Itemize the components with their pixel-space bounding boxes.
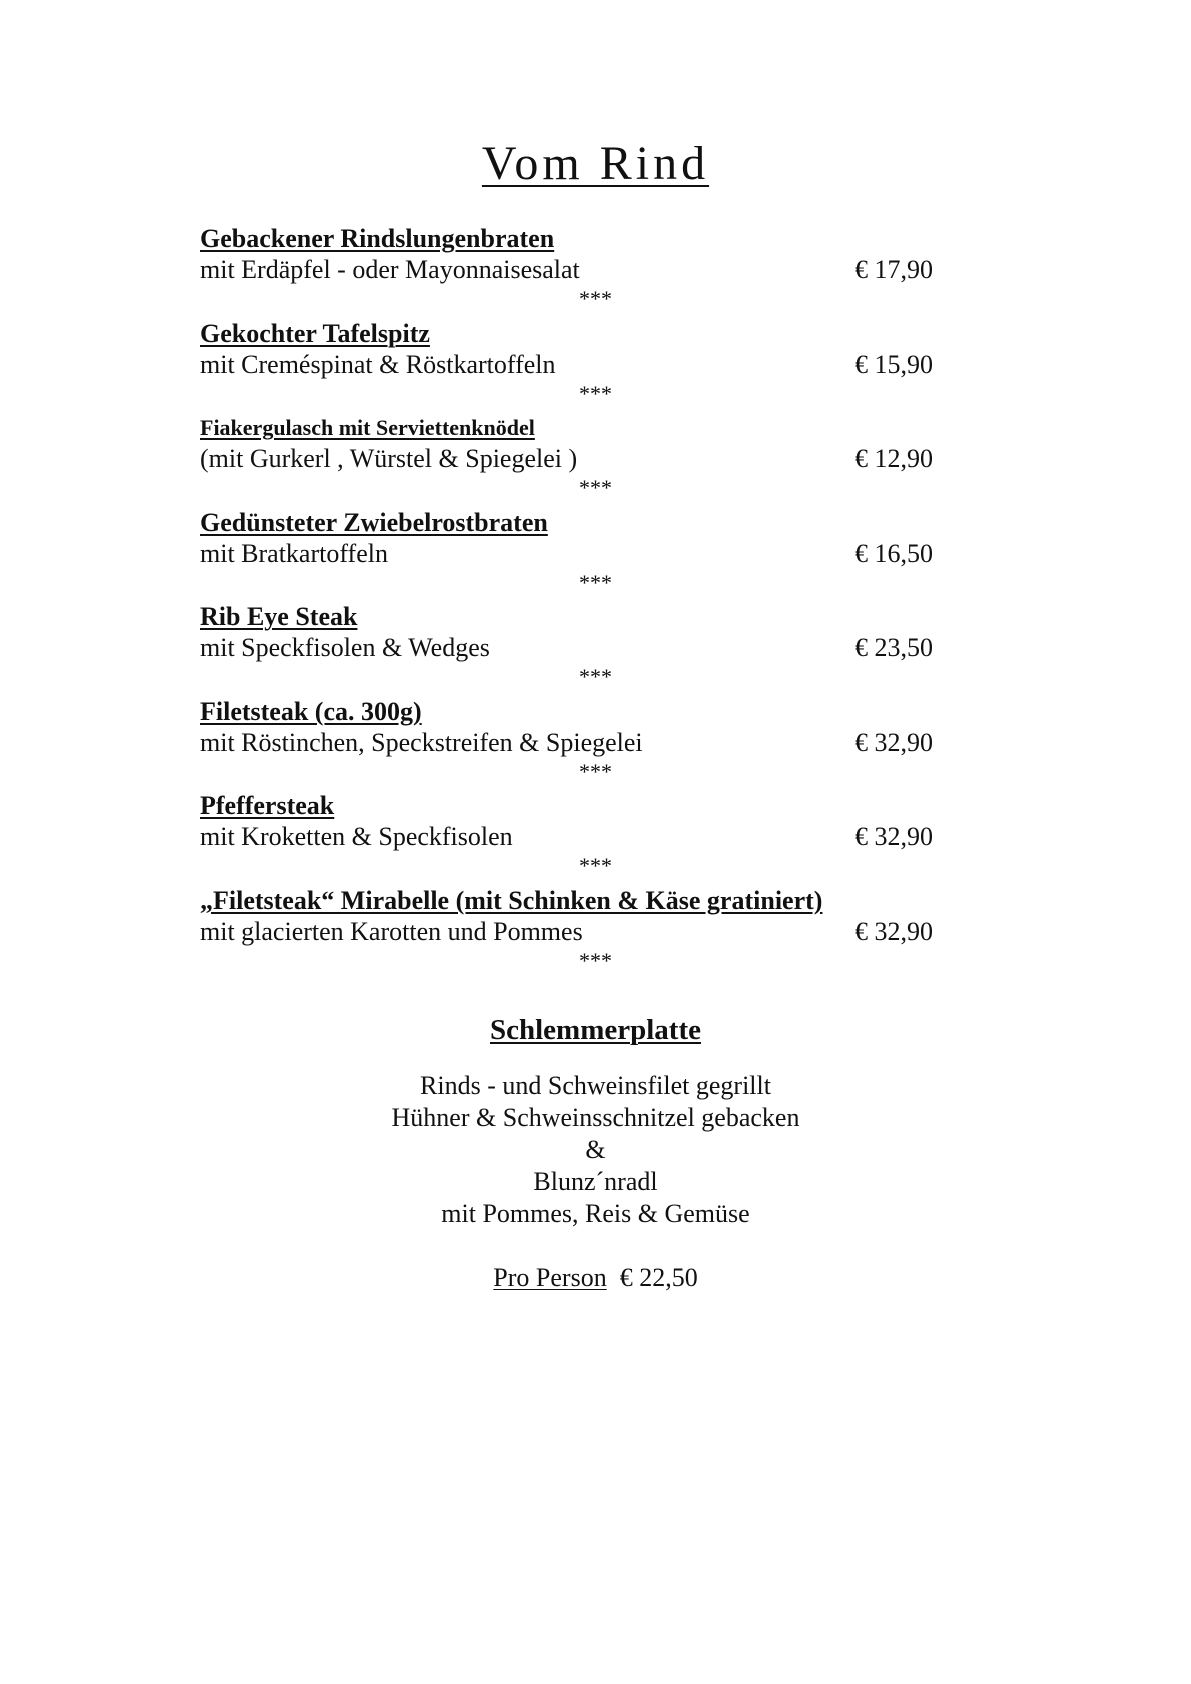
schlemmerplatte-title: Schlemmerplatte [490, 1014, 701, 1046]
menu-item [200, 508, 945, 603]
menu-item-description: mit Speckfisolen & Wedges [200, 633, 490, 662]
menu-item-name: Gebackener Rindslungenbraten [200, 224, 555, 253]
menu-item-price: € 32,90 [855, 727, 933, 757]
schlemmerplatte-line: & [585, 1135, 606, 1164]
schlemmerplatte-section [0, 1012, 1191, 1294]
menu-item-name: Rib Eye Steak [200, 602, 358, 631]
schlemmerplatte-line: mit Pommes, Reis & Gemüse [441, 1199, 750, 1228]
menu-item-price: € 32,90 [855, 822, 933, 851]
schlemmerplatte-line: Hühner & Schweinsschnitzel gebacken [391, 1103, 800, 1132]
menu-item-description: mit glacierten Karotten und Pommes [200, 916, 583, 946]
menu-item-line [200, 821, 945, 853]
menu-item-name: Fiakergulasch mit Serviettenknödel [200, 415, 535, 440]
menu-item-separator: *** [579, 475, 612, 500]
menu-item-name: Gekochter Tafelspitz [200, 318, 430, 348]
menu-item-separator: *** [579, 286, 612, 311]
menu-item [200, 697, 945, 792]
menu-item [200, 319, 945, 414]
menu-item-name: Filetsteak (ca. 300g) [200, 696, 422, 726]
menu-item-description: mit Erdäpfel - oder Mayonnaisesalat [200, 255, 580, 284]
menu-list [200, 224, 945, 980]
menu-item-description: mit Röstinchen, Speckstreifen & Spiegelei [200, 727, 643, 757]
menu-item-price: € 17,90 [855, 255, 933, 284]
schlemmerplatte-line: Rinds - und Schweinsfilet gegrillt [420, 1071, 771, 1100]
menu-item-line [200, 916, 945, 948]
menu-item-price: € 16,50 [855, 538, 933, 568]
menu-item-description: mit Kroketten & Speckfisolen [200, 822, 513, 851]
menu-item-description: mit Bratkartoffeln [200, 538, 388, 568]
menu-item-separator: *** [579, 380, 612, 406]
schlemmerplatte-price-row [0, 1262, 1191, 1294]
menu-item-line [200, 349, 945, 381]
schlemmerplatte-line: Blunz´nradl [533, 1167, 658, 1196]
menu-item [200, 413, 945, 508]
menu-item-line [200, 632, 945, 664]
menu-item-separator: *** [579, 947, 612, 973]
menu-item-name: Gedünsteter Zwiebelrostbraten [200, 507, 548, 537]
schlemmerplatte-price: € 22,50 [619, 1263, 698, 1292]
menu-item [200, 602, 945, 697]
menu-item-name: „Filetsteak“ Mirabelle (mit Schinken & Käse gratiniert) [200, 885, 823, 915]
menu-item-separator: *** [579, 664, 612, 689]
menu-item-description: (mit Gurkerl , Würstel & Spiegelei ) [200, 444, 578, 473]
menu-item-line [200, 727, 945, 759]
menu-item-line [200, 254, 945, 286]
page-title-text: Vom Rind [481, 137, 710, 190]
menu-item-price: € 23,50 [855, 633, 933, 662]
menu-item-separator: *** [579, 853, 612, 878]
menu-item-line [200, 538, 945, 570]
menu-item-description: mit Creméspinat & Röstkartoffeln [200, 349, 556, 379]
menu-item [200, 224, 945, 319]
menu-item-price: € 15,90 [855, 349, 933, 379]
schlemmerplatte-price-label: Pro Person [493, 1263, 607, 1292]
menu-item-separator: *** [579, 758, 612, 784]
menu-item-price: € 12,90 [855, 444, 933, 473]
page-title [0, 136, 1191, 192]
menu-item-separator: *** [579, 569, 612, 595]
menu-item [200, 791, 945, 886]
menu-item-price: € 32,90 [855, 916, 933, 946]
menu-item-line [200, 443, 945, 475]
menu-item-name: Pfeffersteak [200, 791, 335, 820]
menu-item [200, 886, 945, 981]
